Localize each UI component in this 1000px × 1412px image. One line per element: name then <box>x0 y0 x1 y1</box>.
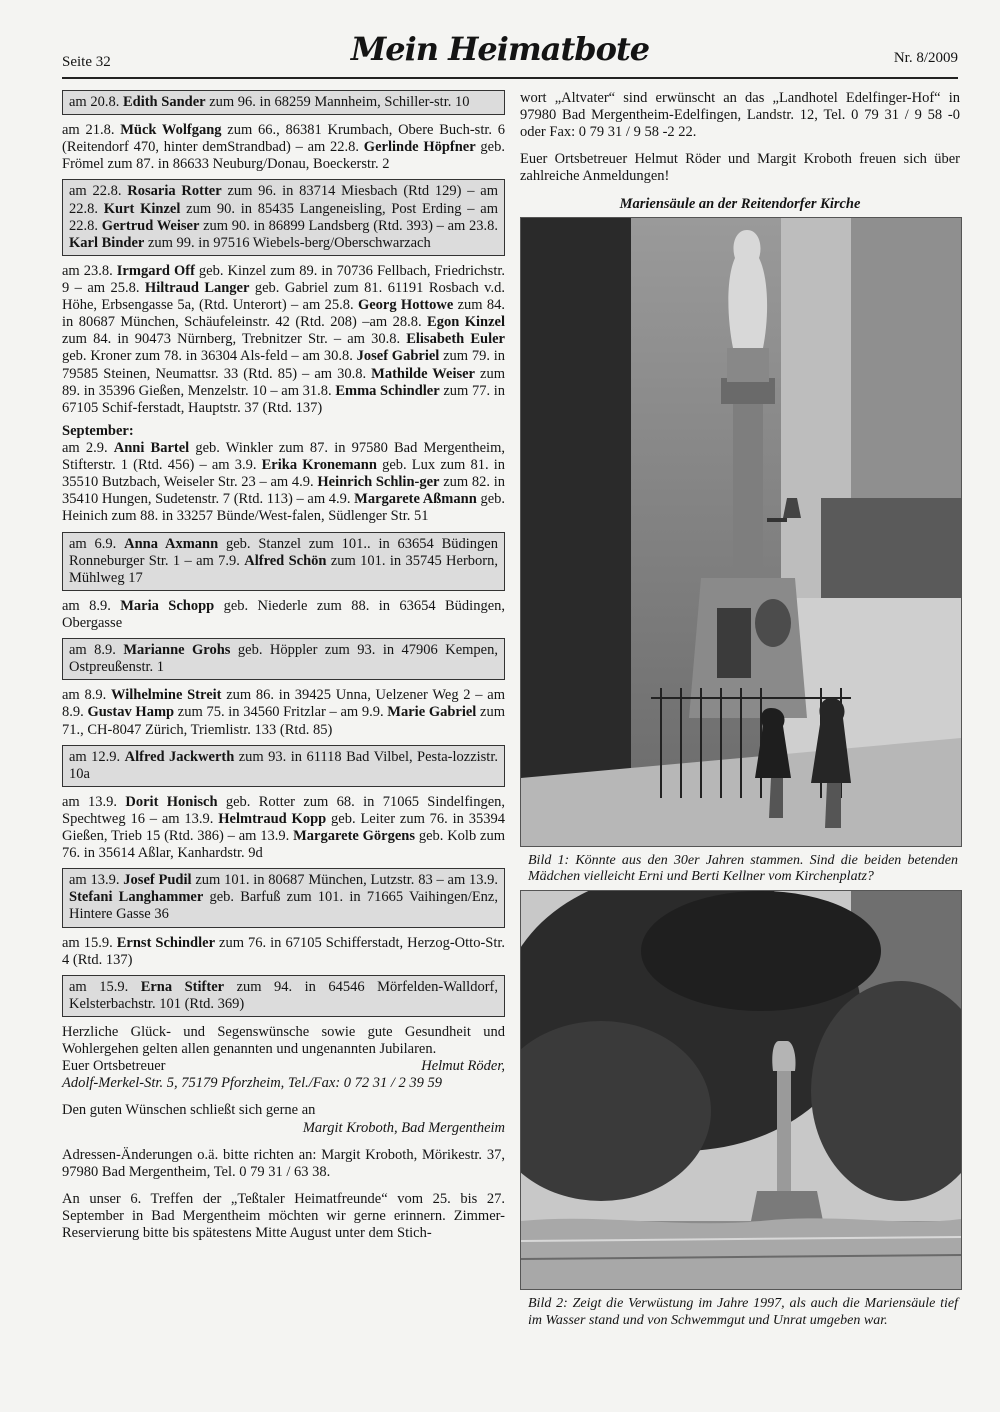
photo-caption-2: Bild 2: Zeigt die Verwüstung im Jahre 1997, als auch die Mariensäule tief im Wasser stand und von Schwemmgut und Unrat umgeben war. <box>528 1296 958 1329</box>
betreuer-name: Helmut Röder, <box>421 1058 505 1075</box>
birthday-entry: am 23.8. Irmgard Off geb. Kinzel zum 89. in 70736 Fellbach, Friedrichstr. 9 – am 25.8. Hiltraud Langer geb. Gabriel zum 81. 61191 Rosbach v.d. Höhe, Erbsengasse 5a, (Rtd. Unterort) – am 25.8. Georg Hottowe zum 84. in 80687 München, Schäufeleinstr. 42 (Rtd. 208) –am 28.8. Egon Kinzel zum 84. in 90473 Nürnberg, Trebnitzer Str. – am 30.8. Elisabeth Euler geb. Kroner zum 78. in 36304 Als-feld – am 30.8. Josef Gabriel zum 79. in 79585 Steinen, Neumattsr. 33 (Rtd. 85) – am 30.8. Mathilde Weiser zum 89. in 35396 Gießen, Menzelstr. 10 – am 31.8. Emma Schindler zum 77. in 67105 Schif-ferstadt, Hauptstr. 37 (Rtd. 137) <box>62 262 506 416</box>
birthday-entry: am 13.9. Dorit Honisch geb. Rotter zum 68. in 71065 Sindelfingen, Spechtweg 16 – am 13.9. Helmtraud Kopp geb. Leiter zum 76. in 35394 Gießen, Trieb 15 (Rtd. 386) – am 13.9. Margarete Görgens geb. Kolb zum 76. in 35614 Aßlar, Kanhardstr. 9d <box>62 793 506 862</box>
greeting-note: Euer Ortsbetreuer Helmut Röder und Margit Kroboth freuen sich über zahlreiche Anmeldungen! <box>520 151 960 185</box>
photo-caption-1: Bild 1: Könnte aus den 30er Jahren stammen. Sind die beiden betenden Mädchen vielleicht Erni und Berti Kellner vom Kirchenplatz? <box>528 852 958 885</box>
birthday-entry: am 2.9. Anni Bartel geb. Winkler zum 87. in 97580 Bad Mergentheim, Stifterstr. 1 (Rtd. 456) – am 3.9. Erika Kronemann geb. Lux zum 81. in 35510 Butzbach, Weiseler Str. 23 – am 4.9. Heinrich Schlin-ger zum 82. in 35410 Hungen, Sudetenstr. 7 (Rtd. 113) – am 4.9. Margarete Aßmann geb. Heinich zum 88. in 33257 Bünde/West-falen, Südlenger Str. 51 <box>62 439 506 525</box>
birthday-entry-boxed: am 22.8. Rosaria Rotter zum 96. in 83714 Miesbach (Rtd 129) – am 22.8. Kurt Kinzel zum 90. in 85435 Langeneisling, Post Erding – am 22.8. Gertrud Weiser zum 90. in 86899 Landsberg (Rtd. 393) – am 23.8. Karl Binder zum 99. in 97516 Wiebels-berg/Oberschwarzach <box>62 179 505 255</box>
signature-row <box>62 1058 505 1075</box>
header-rule <box>62 77 958 79</box>
join-text: Den guten Wünschen schließt sich gerne an <box>62 1102 316 1119</box>
closing-wishes: Herzliche Glück- und Segenswünsche sowie gute Gesundheit und Wohlergehen gelten allen genannten und ungenannten Jubilaren. <box>62 1024 505 1058</box>
meeting-continuation: wort „Altvater“ sind erwünscht an das „Landhotel Edelfinger-Hof“ in 97980 Bad Mergentheim-Edelfingen, Landstr. 12, Tel. 0 79 31 / 9 58 -0 oder Fax: 0 79 31 / 9 58 -2 22. <box>520 90 960 141</box>
picture-title: Mariensäule an der Reitendorfer Kirche <box>619 195 861 212</box>
masthead-logo: Mein Heimatbote <box>350 30 650 68</box>
section-heading-september: September: <box>62 422 134 439</box>
right-column <box>520 90 960 1334</box>
photo-mariensaeule-1930s <box>520 217 962 847</box>
birthday-entry: am 15.9. Ernst Schindler zum 76. in 67105 Schifferstadt, Herzog-Otto-Str. 4 (Rtd. 137) <box>62 934 506 968</box>
birthday-entry-boxed: am 12.9. Alfred Jackwerth zum 93. in 61118 Bad Vilbel, Pesta-lozzistr. 10a <box>62 745 505 787</box>
birthday-entry-boxed: am 13.9. Josef Pudil zum 101. in 80687 München, Lutzstr. 83 – am 13.9. Stefani Langhammer geb. Barfuß zum 101. in 71665 Vaihingen/Enz, Hintere Gasse 36 <box>62 868 505 927</box>
birthday-entry-boxed: am 6.9. Anna Axmann geb. Stanzel zum 101.. in 63654 Büdingen Ronneburger Str. 1 – am 7.9. Alfred Schön zum 101. in 35745 Herborn, Mühlweg 17 <box>62 532 505 591</box>
meeting-note: An unser 6. Treffen der „Teßtaler Heimatfreunde“ vom 25. bis 27. September in Bad Mergentheim möchten wir gerne erinnern. Zimmer-Reservierung bitte bis spätestens Mitte August unter dem Stich- <box>62 1190 505 1242</box>
birthday-entry-boxed: am 20.8. Edith Sander zum 96. in 68259 Mannheim, Schiller-str. 10 <box>62 90 505 115</box>
page-number: Seite 32 <box>62 54 111 70</box>
betreuer-label: Euer Ortsbetreuer <box>62 1058 166 1075</box>
birthday-entry-boxed: am 15.9. Erna Stifter zum 94. in 64546 Mörfelden-Walldorf, Kelsterbachstr. 101 (Rtd. 369) <box>62 975 505 1017</box>
issue-number: Nr. 8/2009 <box>893 50 958 66</box>
birthday-entry-boxed: am 8.9. Marianne Grohs geb. Höppler zum 93. in 47906 Kempen, Ostpreußenstr. 1 <box>62 638 505 680</box>
address-change-note: Adressen-Änderungen o.ä. bitte richten an: Margit Kroboth, Mörikestr. 37, 97980 Bad Mergentheim, Tel. 0 79 31 / 63 38. <box>62 1146 505 1180</box>
photo-mariensaeule-1997-flood <box>520 890 962 1290</box>
betreuer-address: Adolf-Merkel-Str. 5, 75179 Pforzheim, Tel./Fax: 0 72 31 / 2 39 59 <box>62 1075 443 1092</box>
birthday-list <box>62 90 505 1017</box>
birthday-entry: am 8.9. Wilhelmine Streit zum 86. in 39425 Unna, Uelzener Weg 2 – am 8.9. Gustav Hamp zum 75. in 34560 Fritzlar – am 9.9. Marie Gabriel zum 71., CH-8047 Zürich, Triemlistr. 133 (Rtd. 85) <box>62 687 505 738</box>
birthday-entry: am 8.9. Maria Schopp geb. Niederle zum 88. in 63654 Büdingen, Obergasse <box>62 597 506 631</box>
page-header <box>0 0 1000 80</box>
closing-section <box>62 1024 505 1242</box>
birthday-entry: am 21.8. Mück Wolfgang zum 66., 86381 Krumbach, Obere Buch-str. 6 (Reitendorf 470, hinter demStrandbad) – am 22.8. Gerlinde Höpfner geb. Frömel zum 87. in 86633 Neuburg/Donau, Boeckerstr. 2 <box>62 122 505 173</box>
join-name: Margit Kroboth, Bad Mergentheim <box>302 1119 505 1136</box>
left-column <box>62 90 505 1248</box>
